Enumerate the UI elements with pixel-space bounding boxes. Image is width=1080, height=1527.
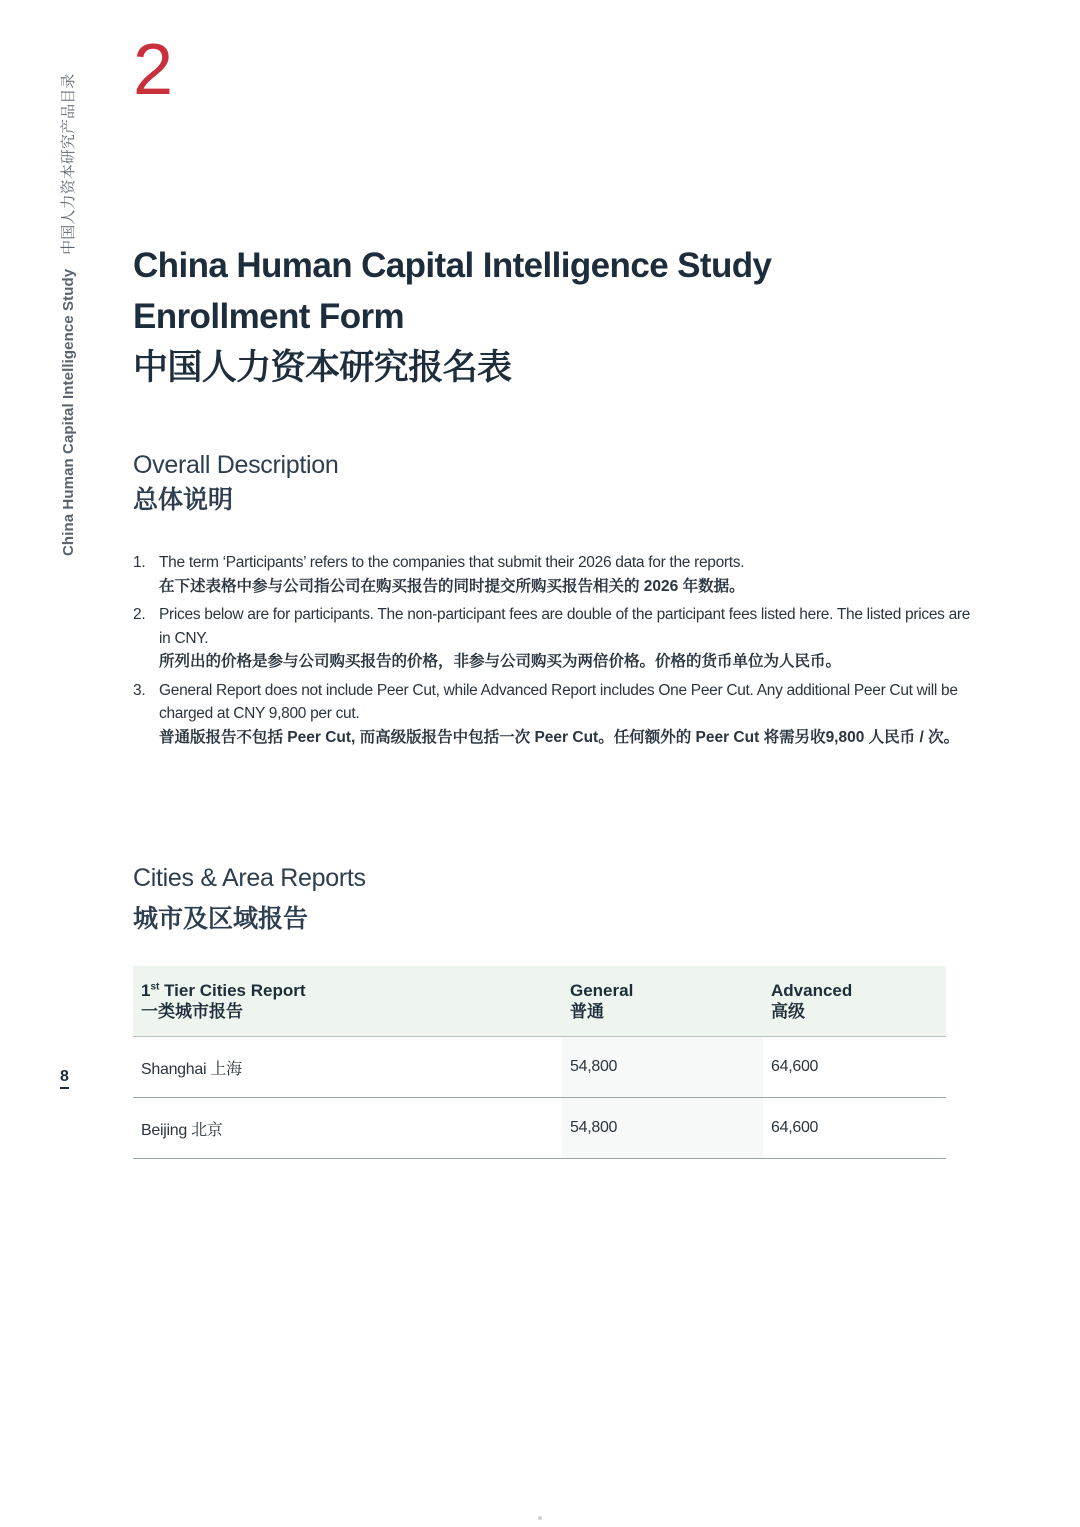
item-text-zh: 普通版报告不包括 Peer Cut, 而高级版报告中包括一次 Peer Cut。任何额外的 Peer Cut 将需另收9,800 人民币 / 次。 bbox=[159, 728, 960, 746]
city-cell: Shanghai 上海 bbox=[133, 1037, 562, 1098]
header-general bbox=[562, 966, 763, 1037]
overall-heading-zh: 总体说明 bbox=[133, 486, 234, 514]
item-number: 3. bbox=[133, 681, 146, 699]
side-running-title bbox=[57, 74, 78, 556]
side-title-en: China Human Capital Intelligence Study bbox=[60, 268, 77, 556]
description-item bbox=[133, 551, 983, 598]
description-list bbox=[133, 551, 983, 754]
header-general-zh: 普通 bbox=[570, 1002, 604, 1021]
cities-heading bbox=[133, 861, 366, 937]
item-text-zh: 在下述表格中参与公司指公司在购买报告的同时提交所购买报告相关的 2026 年数据。 bbox=[159, 577, 745, 595]
table-header-row bbox=[133, 966, 946, 1037]
side-title-zh: 中国人力资本研究产品目录 bbox=[60, 73, 77, 255]
table-row bbox=[133, 1037, 946, 1098]
advanced-price-cell: 64,600 bbox=[763, 1037, 946, 1098]
chapter-number: 2 bbox=[133, 30, 174, 110]
header-advanced-zh: 高级 bbox=[771, 1002, 805, 1021]
footer-dot bbox=[538, 1516, 542, 1520]
header-general-en: General bbox=[570, 981, 634, 1000]
item-text-en: The term ‘Participants’ refers to the companies that submit their 2026 data for the reports. bbox=[159, 554, 745, 571]
title-line-3: 中国人力资本研究报名表 bbox=[133, 348, 512, 387]
advanced-price-cell: 64,600 bbox=[763, 1098, 946, 1159]
title-line-1: China Human Capital Intelligence Study bbox=[133, 246, 772, 285]
header-tier-number: 1 bbox=[141, 981, 151, 1000]
item-number: 2. bbox=[133, 606, 146, 623]
overall-heading-en: Overall Description bbox=[133, 451, 339, 479]
description-item bbox=[133, 679, 983, 750]
item-text-en: General Report does not include Peer Cut, while Advanced Report includes One Peer Cut. Any additional Peer Cut will be charged at CNY 9,800 per cut. bbox=[159, 681, 958, 722]
item-text-zh: 所列出的价格是参与公司购买报告的价格，非参与公司购买为两倍价格。价格的货币单位为人民币。 bbox=[159, 653, 842, 670]
general-price-cell: 54,800 bbox=[562, 1037, 763, 1098]
title-line-2: Enrollment Form bbox=[133, 297, 405, 336]
header-report bbox=[133, 966, 562, 1037]
header-advanced bbox=[763, 966, 946, 1037]
header-report-en: Tier Cities Report bbox=[159, 981, 306, 1000]
item-number: 1. bbox=[133, 554, 146, 571]
price-table bbox=[133, 966, 946, 1159]
header-tier-suffix: st bbox=[150, 981, 160, 993]
header-report-zh: 一类城市报告 bbox=[141, 1002, 243, 1021]
page-title bbox=[133, 240, 771, 393]
city-cell: Beijing 北京 bbox=[133, 1098, 562, 1159]
item-text-en: Prices below are for participants. The non-participant fees are double of the participant fees listed here. The listed prices are in CNY. bbox=[159, 606, 971, 647]
table-row bbox=[133, 1098, 946, 1159]
cities-heading-en: Cities & Area Reports bbox=[133, 864, 366, 892]
page-number: 8 bbox=[60, 1068, 69, 1089]
description-item bbox=[133, 603, 983, 674]
general-price-cell: 54,800 bbox=[562, 1098, 763, 1159]
overall-description-heading bbox=[133, 448, 338, 518]
header-advanced-en: Advanced bbox=[771, 981, 853, 1000]
cities-heading-zh: 城市及区域报告 bbox=[133, 905, 309, 933]
